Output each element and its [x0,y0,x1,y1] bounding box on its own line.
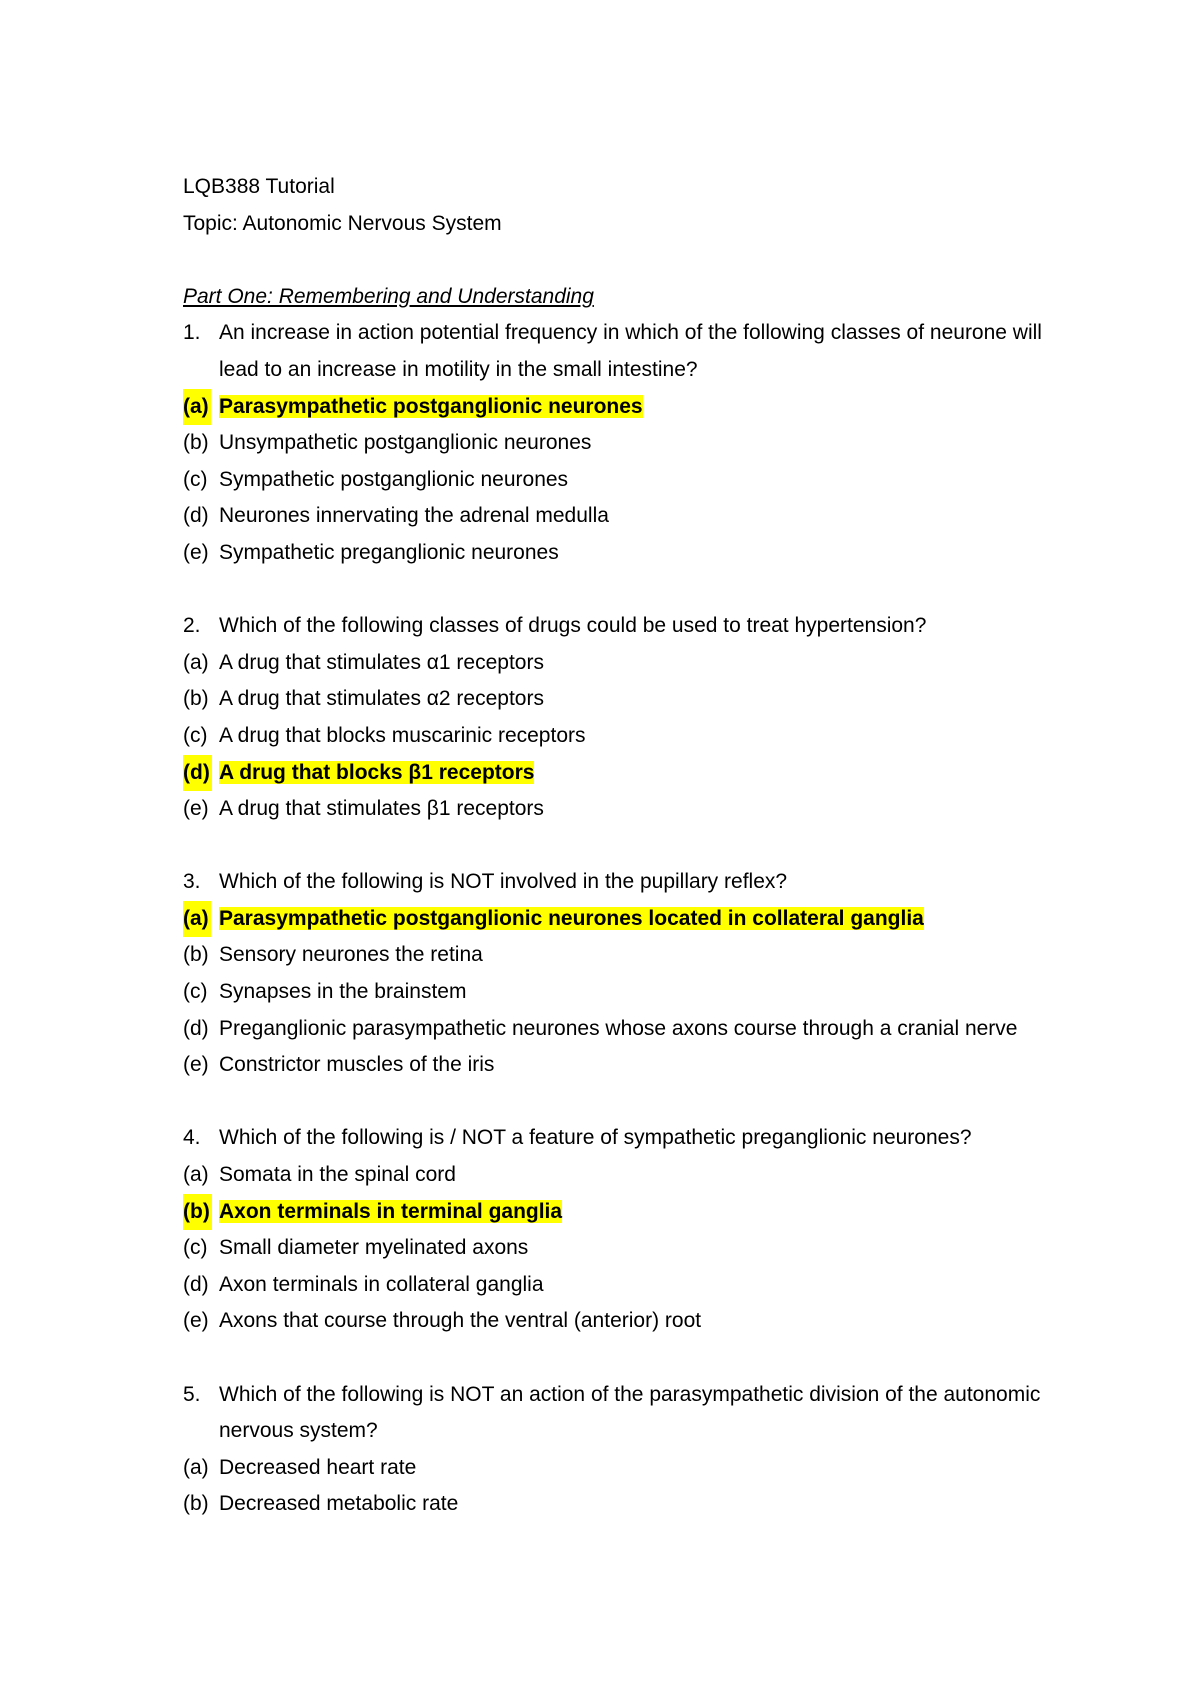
option-text: Decreased metabolic rate [219,1492,459,1516]
option-letter: (b) [183,687,209,711]
question-block [183,864,1043,1084]
option-text: Axon terminals in collateral ganglia [219,1272,544,1296]
answer-option [183,1047,1043,1084]
question-text: An increase in action potential frequency in which of the following classes of neurone will lead to an increase in motility in the small intestine? [219,321,1042,381]
answer-option [183,462,1043,499]
question-block [183,315,1043,571]
option-text: Sympathetic preganglionic neurones [219,540,559,564]
option-letter: (c) [183,1236,208,1260]
question-block [183,1377,1043,1523]
option-text: Axon terminals in terminal ganglia [219,1199,563,1223]
answer-option [183,1157,1043,1194]
spacer [183,1340,1043,1377]
option-letter: (c) [183,723,208,747]
question-number: 5. [183,1382,201,1406]
spacer [183,242,1043,279]
option-text: Preganglionic parasympathetic neurones whose axons course through a cranial nerve [219,1016,1018,1040]
option-letter: (b) [183,1194,212,1231]
option-letter: (d) [183,1272,209,1296]
option-letter: (e) [183,540,209,564]
answer-option [183,1011,1043,1048]
part-heading: Part One: Remembering and Understanding [183,284,594,308]
answer-option [183,498,1043,535]
option-letter: (a) [183,1163,209,1187]
document-title: LQB388 Tutorial [183,175,335,198]
spacer [183,572,1043,609]
question-number: 4. [183,1126,201,1150]
option-text: Sympathetic postganglionic neurones [219,467,569,491]
option-text: A drug that stimulates β1 receptors [219,797,544,821]
option-text: A drug that blocks β1 receptors [219,760,535,784]
answer-option [183,974,1043,1011]
option-letter: (e) [183,1309,209,1333]
answer-option [183,1450,1043,1487]
option-text: Synapses in the brainstem [219,980,467,1004]
option-letter: (a) [183,901,211,938]
question-number: 3. [183,870,201,894]
answer-option [183,1303,1043,1340]
option-letter: (b) [183,431,209,455]
question [183,1377,1043,1450]
option-text: A drug that stimulates α2 receptors [219,687,544,711]
spacer [183,1084,1043,1121]
question [183,1120,1043,1157]
answer-option-correct [183,1194,1043,1231]
answer-option-correct [183,389,1043,426]
option-letter: (d) [183,1016,209,1040]
answer-option [183,1267,1043,1304]
answer-option-correct [183,901,1043,938]
option-text: A drug that stimulates α1 receptors [219,650,544,674]
option-text: Decreased heart rate [219,1455,417,1479]
question-number: 2. [183,614,201,638]
answer-option [183,645,1043,682]
answer-option [183,681,1043,718]
option-text: Constrictor muscles of the iris [219,1053,495,1077]
option-letter: (b) [183,943,209,967]
answer-option [183,1486,1043,1523]
question-text: Which of the following classes of drugs could be used to treat hypertension? [219,614,927,638]
option-letter: (a) [183,650,209,674]
answer-option [183,791,1043,828]
option-letter: (a) [183,1455,209,1479]
answer-option-correct [183,755,1043,792]
option-letter: (e) [183,797,209,821]
question-list [183,315,1043,1523]
answer-option [183,937,1043,974]
answer-option [183,425,1043,462]
option-letter: (c) [183,467,208,491]
option-text: Neurones innervating the adrenal medulla [219,504,609,528]
option-letter: (b) [183,1492,209,1516]
answer-option [183,1230,1043,1267]
question-text: Which of the following is NOT involved in the pupillary reflex? [219,870,788,894]
question-block [183,608,1043,828]
question [183,608,1043,645]
option-text: A drug that blocks muscarinic receptors [219,723,586,747]
question-block [183,1120,1043,1340]
option-letter: (e) [183,1053,209,1077]
option-text: Parasympathetic postganglionic neurones [219,394,643,418]
question-number: 1. [183,321,201,345]
question-text: Which of the following is / NOT a feature of sympathetic preganglionic neurones? [219,1126,972,1150]
question-text: Which of the following is NOT an action of the parasympathetic division of the autonomic nervous system? [219,1382,1041,1443]
option-letter: (c) [183,980,208,1004]
option-text: Parasympathetic postganglionic neurones located in collateral ganglia [219,906,924,930]
option-text: Sensory neurones the retina [219,943,483,967]
answer-option [183,718,1043,755]
question [183,864,1043,901]
option-letter: (d) [183,504,209,528]
option-text: Axons that course through the ventral (anterior) root [219,1309,702,1333]
option-text: Somata in the spinal cord [219,1163,456,1187]
option-letter: (a) [183,389,211,426]
option-text: Unsympathetic postganglionic neurones [219,431,592,455]
document-topic: Topic: Autonomic Nervous System [183,211,502,235]
answer-option [183,535,1043,572]
question [183,315,1043,388]
spacer [183,828,1043,865]
document-content [183,169,1043,1523]
option-letter: (d) [183,755,212,792]
option-text: Small diameter myelinated axons [219,1236,529,1260]
